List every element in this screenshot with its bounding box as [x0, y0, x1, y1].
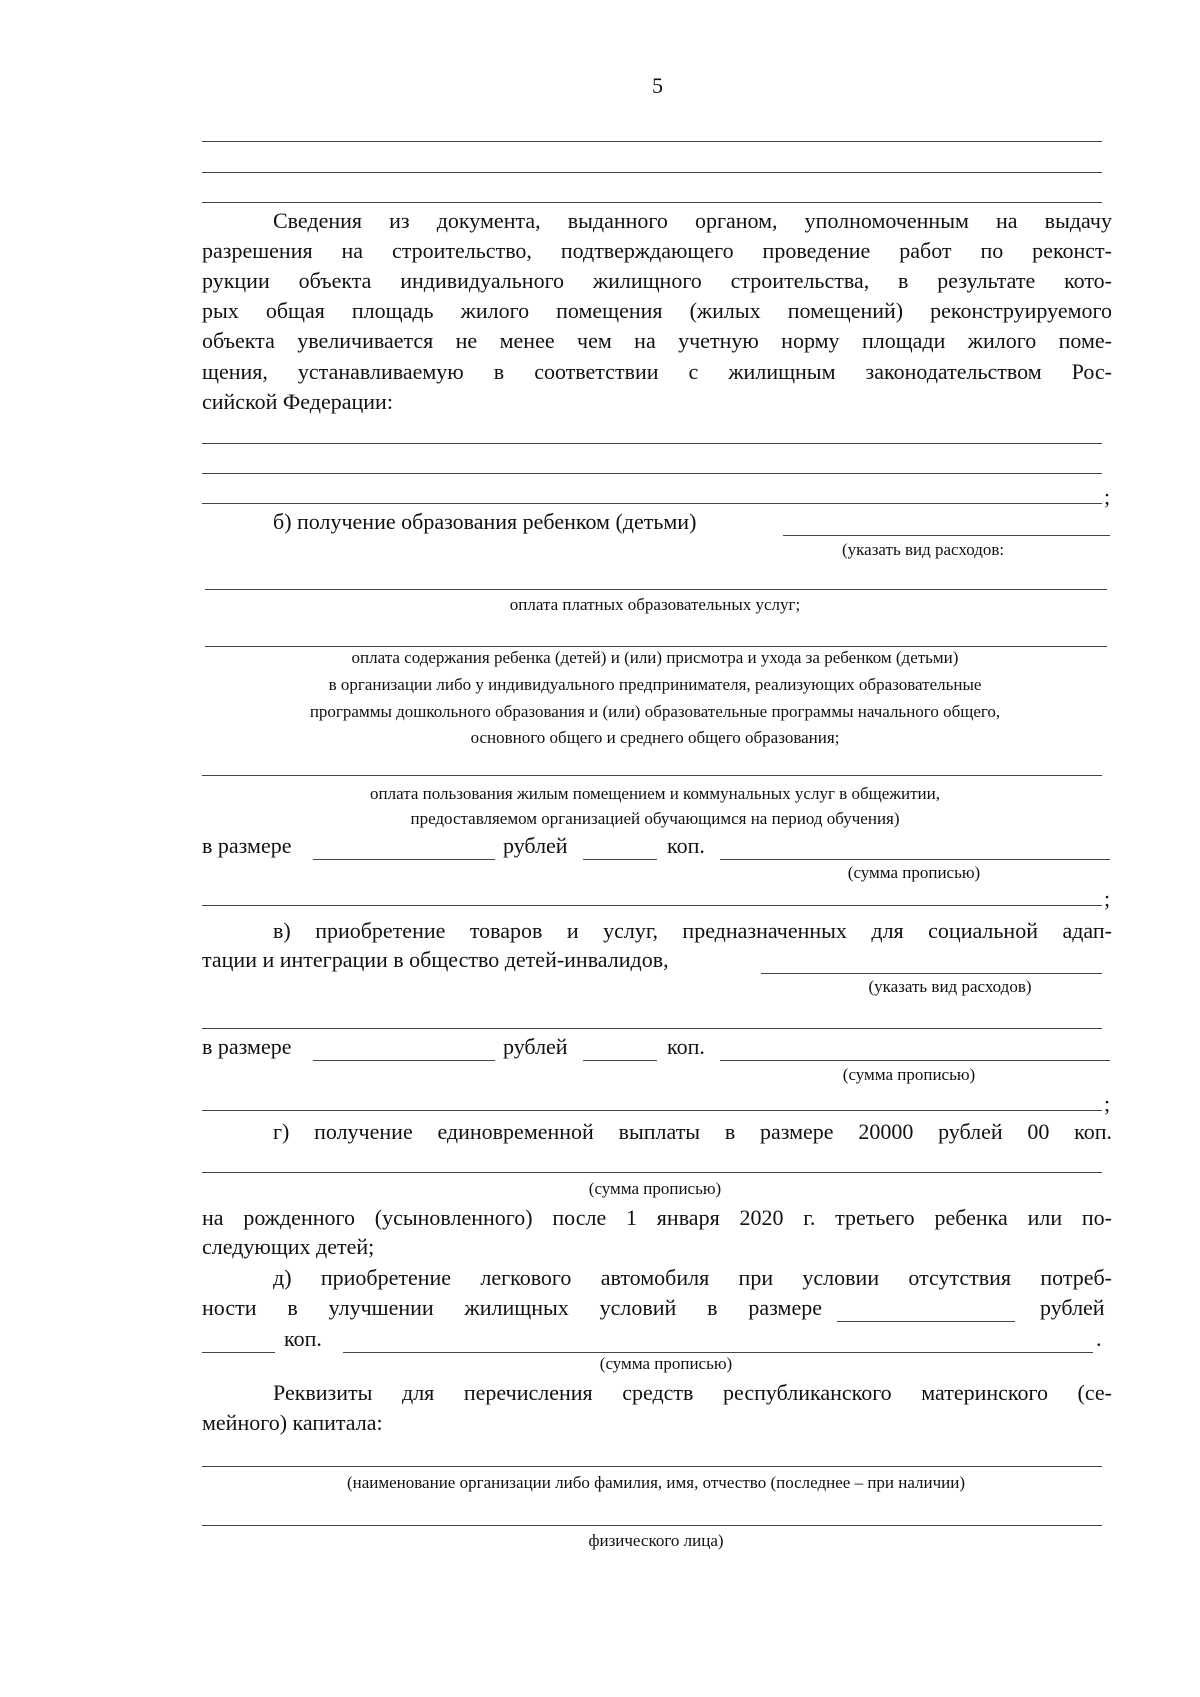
sum-in-words-field[interactable]	[343, 1352, 1093, 1353]
blank-line[interactable]	[202, 443, 1102, 444]
expense-option: основного общего и среднего общего образования;	[470, 728, 840, 747]
semicolon: ;	[1104, 484, 1111, 509]
section-d-line: д) приобретение легкового автомобиля при условии отсутствия потреб-	[273, 1265, 1112, 1290]
sum-in-words-field[interactable]	[720, 1060, 1110, 1061]
page-number: 5	[652, 73, 663, 98]
blank-line[interactable]	[202, 1028, 1102, 1029]
expense-option: в организации либо у индивидуального предпринимателя, реализующих образовательные	[328, 675, 982, 694]
paragraph-line: рукции объекта индивидуального жилищного строительства, в результате кото-	[202, 268, 1112, 293]
kopecks-label: коп.	[284, 1326, 322, 1351]
blank-line[interactable]	[202, 172, 1102, 173]
paragraph-line: сийской Федерации:	[202, 389, 393, 414]
paragraph-line: объекта увеличивается не менее чем на учетную норму площади жилого поме-	[202, 328, 1112, 353]
recipient-name-field[interactable]	[202, 1466, 1102, 1467]
sum-in-words-field[interactable]	[202, 1172, 1102, 1173]
blank-line[interactable]	[202, 503, 1102, 504]
sum-in-words-hint: (сумма прописью)	[842, 1065, 976, 1084]
recipient-name-field[interactable]	[202, 1525, 1102, 1526]
expense-type-hint: (указать вид расходов)	[868, 977, 1032, 996]
rubles-field[interactable]	[313, 859, 495, 860]
sum-in-words-hint: (сумма прописью)	[847, 863, 981, 882]
expense-option: оплата содержания ребенка (детей) и (или) присмотра и ухода за ребенком (детьми)	[351, 648, 959, 667]
paragraph-line: Сведения из документа, выданного органом, уполномоченным на выдачу	[273, 208, 1112, 233]
paragraph-line: рых общая площадь жилого помещения (жилых помещений) реконструируемого	[202, 298, 1112, 323]
section-v-line: в) приобретение товаров и услуг, предназначенных для социальной адап-	[273, 918, 1112, 943]
amount-label: в размере	[202, 833, 292, 858]
blank-line[interactable]	[202, 202, 1102, 203]
sum-in-words-hint: (сумма прописью)	[599, 1354, 733, 1373]
expense-type-field[interactable]	[783, 535, 1110, 536]
kopecks-label: коп.	[667, 833, 705, 858]
amount-label: в размере	[202, 1034, 292, 1059]
blank-line[interactable]	[205, 646, 1107, 647]
paragraph-line: щения, устанавливаемую в соответствии с жилищным законодательством Рос-	[202, 359, 1112, 384]
rubles-label: рублей	[503, 833, 568, 858]
recipient-name-hint: физического лица)	[588, 1531, 724, 1550]
section-d-line: ности в улучшении жилищных условий в размере	[202, 1295, 822, 1320]
expense-option: оплата платных образовательных услуг;	[509, 595, 801, 614]
section-g-line: следующих детей;	[202, 1234, 375, 1259]
expense-option: программы дошкольного образования и (или) образовательные программы начального общего,	[309, 702, 1001, 721]
blank-line[interactable]	[202, 141, 1102, 142]
blank-line[interactable]	[202, 473, 1102, 474]
kopecks-label: коп.	[667, 1034, 705, 1059]
blank-line[interactable]	[202, 775, 1102, 776]
rubles-label: рублей	[503, 1034, 568, 1059]
blank-line[interactable]	[205, 589, 1107, 590]
section-b-label: б) получение образования ребенком (детьми)	[273, 509, 697, 534]
sum-in-words-field[interactable]	[720, 859, 1110, 860]
kopecks-field[interactable]	[202, 1352, 275, 1353]
section-g-line: на рожденного (усыновленного) после 1 января 2020 г. третьего ребенка или по-	[202, 1205, 1112, 1230]
paragraph-line: разрешения на строительство, подтверждающего проведение работ по реконст-	[202, 238, 1112, 263]
expense-type-hint: (указать вид расходов:	[842, 540, 1005, 559]
expense-option: оплата пользования жилым помещением и коммунальных услуг в общежитии,	[370, 784, 940, 803]
recipient-name-hint: (наименование организации либо фамилия, имя, отчество (последнее – при наличии)	[346, 1473, 966, 1492]
period: .	[1096, 1326, 1102, 1351]
sum-in-words-field[interactable]	[202, 1110, 1102, 1111]
requisites-line: Реквизиты для перечисления средств республиканского материнского (се-	[273, 1380, 1112, 1405]
rubles-field[interactable]	[837, 1321, 1015, 1322]
section-v-line: тации и интеграции в общество детей-инвалидов,	[202, 947, 669, 972]
expense-type-field[interactable]	[761, 973, 1102, 974]
rubles-label: рублей	[1040, 1295, 1105, 1320]
expense-option: предоставляемом организацией обучающимся на период обучения)	[410, 809, 900, 828]
kopecks-field[interactable]	[583, 859, 657, 860]
section-g-line: г) получение единовременной выплаты в размере 20000 рублей 00 коп.	[273, 1119, 1112, 1144]
sum-in-words-hint: (сумма прописью)	[588, 1179, 722, 1198]
kopecks-field[interactable]	[583, 1060, 657, 1061]
semicolon: ;	[1104, 1091, 1111, 1116]
sum-in-words-field[interactable]	[202, 905, 1102, 906]
semicolon: ;	[1104, 886, 1111, 911]
rubles-field[interactable]	[313, 1060, 495, 1061]
requisites-line: мейного) капитала:	[202, 1410, 383, 1435]
